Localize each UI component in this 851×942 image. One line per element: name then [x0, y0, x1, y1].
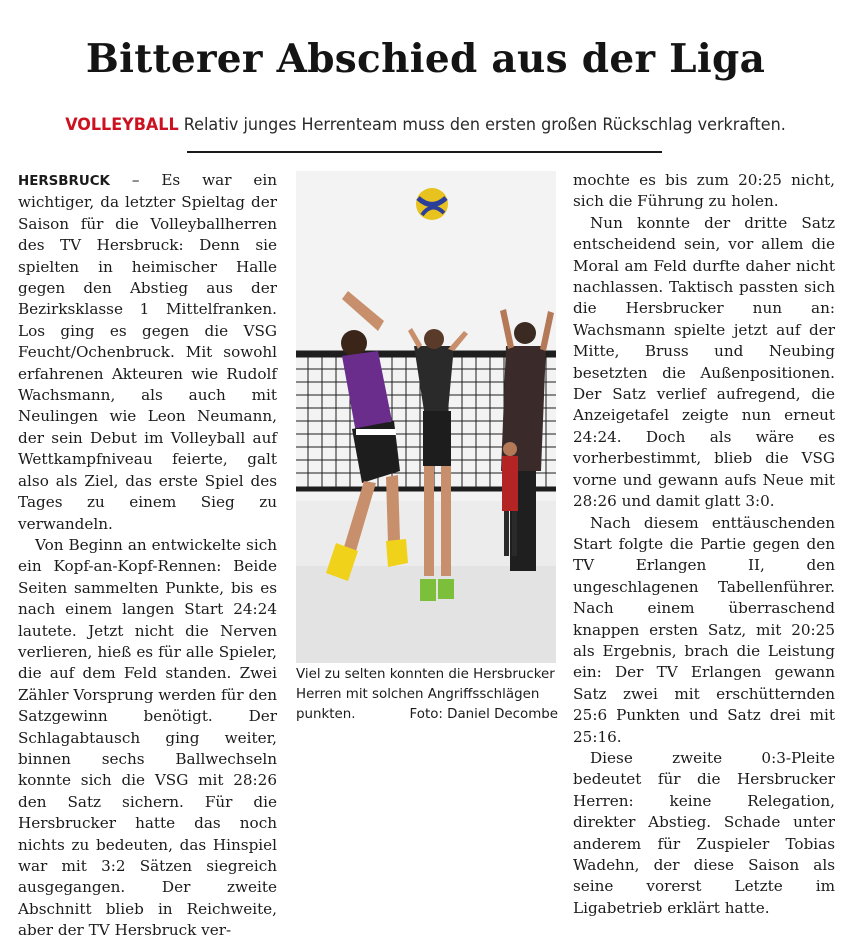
caption-text-end: punkten. [296, 707, 356, 722]
photo-credit: Foto: Daniel Decombe [409, 707, 558, 722]
caption-line [296, 705, 558, 725]
kicker-label: VOLLEYBALL [65, 115, 179, 135]
headline: Bitterer Abschied aus der Liga [85, 36, 766, 82]
article-column-1 [18, 170, 277, 942]
paragraph: Diese zweite 0:3-Pleite bedeutet für die Hersbrucker Herren: keine Relegation, direkter Abstieg. Schade unter anderem für Zuspieler Tobias Wadehn, der diese Saison als seine vorerst Letzte im Ligabetrieb erklärt hatte. [573, 748, 835, 917]
volleyball-ball [416, 188, 448, 220]
paragraph [18, 170, 277, 535]
subheadline [30, 115, 821, 135]
caption-text: Viel zu selten konnten die Hersbrucker Herren mit solchen Angriffsschlägen [296, 667, 555, 702]
paragraph: Nun konnte der dritte Satz entscheidend sein, vor allem die Moral am Feld durfte daher nicht nachlassen. Taktisch passten sich die Hersbrucker nun an: Wachsmann spielte jetzt auf der Mitte, Bruss und Neubing besetzten die Außenpositionen. Der Satz verlief aufregend, die Anzeigetafel zeigte nun erneut 24:24. Doch als wäre es vorherbestimmt, blieb die VSG vorne und gewann aufs Neue mit 28:26 und damit glatt 3:0. [573, 213, 835, 511]
volleyball-photo [296, 171, 556, 663]
dateline: HERSBRUCK [18, 174, 110, 189]
paragraph: Von Beginn an entwickelte sich ein Kopf-an-Kopf-Rennen: Beide Seiten sammelten Punkte, bis es nach einem langen Start 24:24 lautete. Jetzt nicht die Nerven verlieren, hieß es für alle Spieler, die auf dem Feld standen. Zwei Zähler Vorsprung werden für den Satzgewinn benötigt. Der Schlagabtausch ging weiter, binnen sechs Ballwechseln konnte sich die VSG mit 28:26 den Satz sichern. Für die Hersbrucker hatte das noch nichts zu bedeuten, das Hinspiel war mit 3:2 Sätzen siegreich ausgegangen. Der zweite Abschnitt blieb in Reichweite, aber der TV Hersbruck ver- [18, 535, 277, 940]
subheadline-text: Relativ junges Herrenteam muss den ersten großen Rückschlag verkraften. [183, 115, 786, 135]
paragraph: Nach diesem enttäuschenden Start folgte die Partie gegen den TV Erlangen II, den ungeschlagenen Tabellenführer. Nach einem überraschend knappen ersten Satz, mit 20:25 als Ergebnis, brach die Leistung ein: Der TV Erlangen gewann Satz zwei mit erschütternden 25:6 Punkten und Satz drei mit 25:16. [573, 513, 835, 746]
article-column-3 [573, 170, 835, 919]
paragraph-text: – Es war ein wichtiger, da letzter Spieltag der Saison für die Volleyballherren des TV Hersbruck: Denn sie spielten in heimischer Halle gegen den Abstieg aus der Bezirksklasse 1 Mittelfranken. Los ging es gegen die VSG Feucht/Ochenbruck. Mit sowohl erfahrenen Akteuren wie Rudolf Wachsmann, als auch mit Neulingen wie Leon Neumann, der sein Debut im Volleyball auf Wettkampfniveau feierte, galt also als Ziel, das erste Spiel des Tages zu einem Sieg zu verwandeln. [18, 171, 277, 533]
paragraph: mochte es bis zum 20:25 nicht, sich die Führung zu holen. [573, 171, 835, 211]
photo-caption [296, 665, 558, 725]
divider-rule [187, 151, 662, 153]
